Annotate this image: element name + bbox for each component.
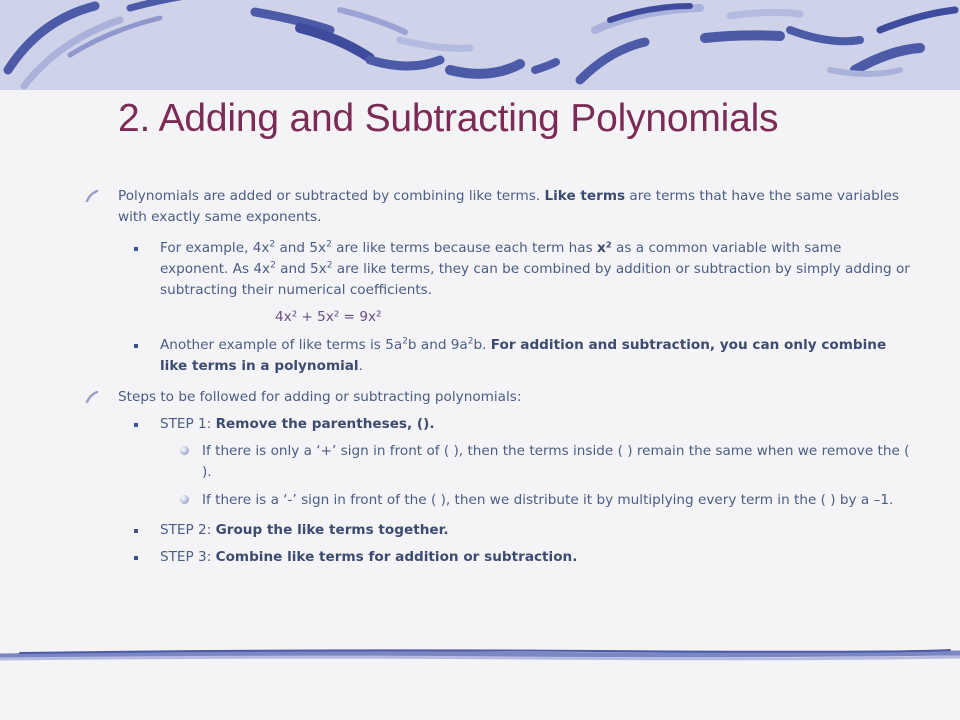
subbullet-step-2: STEP 2: Group the like terms together. [160,520,910,541]
subbullet-step-3: STEP 3: Combine like terms for addition or subtraction. [160,547,910,568]
subbullet-another-example: Another example of like terms is $5a^2b$ and $9a^2b$. For addition and subtraction, you can only combine like terms in a polynomial. [160,335,910,377]
round-bullet-icon [180,446,189,455]
step-1-minus-sign-rule: If there is a ‘-’ sign in front of the ( ), then we distribute it by multiplying every term in the ( ) by a –1. [202,490,912,511]
slide-body [0,186,960,574]
top-decorative-band [0,0,960,90]
square-bullet-icon [134,247,138,251]
subbullet-like-terms-example: For example, $4x^2$ and $5x^2$ are like terms because each term has x² as a common variable with same exponent. As $4x^2$ and $5x^2$ are like terms, they can be combined by addition or subtraction by simply adding or subtracting their numerical coefficients. [160,238,910,301]
step-1-plus-sign-rule: If there is only a ‘+’ sign in front of ( ), then the terms inside ( ) remain the same when we remove the ( ). [202,441,912,483]
example-equation: 4x² + 5x² = 9x² [275,309,382,325]
swoosh-bullet-icon [85,391,99,403]
bullet-polynomials-intro: Polynomials are added or subtracted by combining like terms. Like terms are terms that have the same variables with exactly same exponents. [118,186,908,228]
round-bullet-icon [180,495,189,504]
bullet-steps-intro: Steps to be followed for adding or subtracting polynomials: [118,387,908,408]
subbullet-step-1: STEP 1: Remove the parentheses, (). [160,414,910,435]
square-bullet-icon [134,529,138,533]
square-bullet-icon [134,344,138,348]
square-bullet-icon [134,423,138,427]
swoosh-bullet-icon [85,190,99,202]
bottom-decorative-line [0,640,960,670]
like-terms-term: Like terms [544,188,626,204]
slide-title: 2. Adding and Subtracting Polynomials [118,97,779,140]
square-bullet-icon [134,556,138,560]
